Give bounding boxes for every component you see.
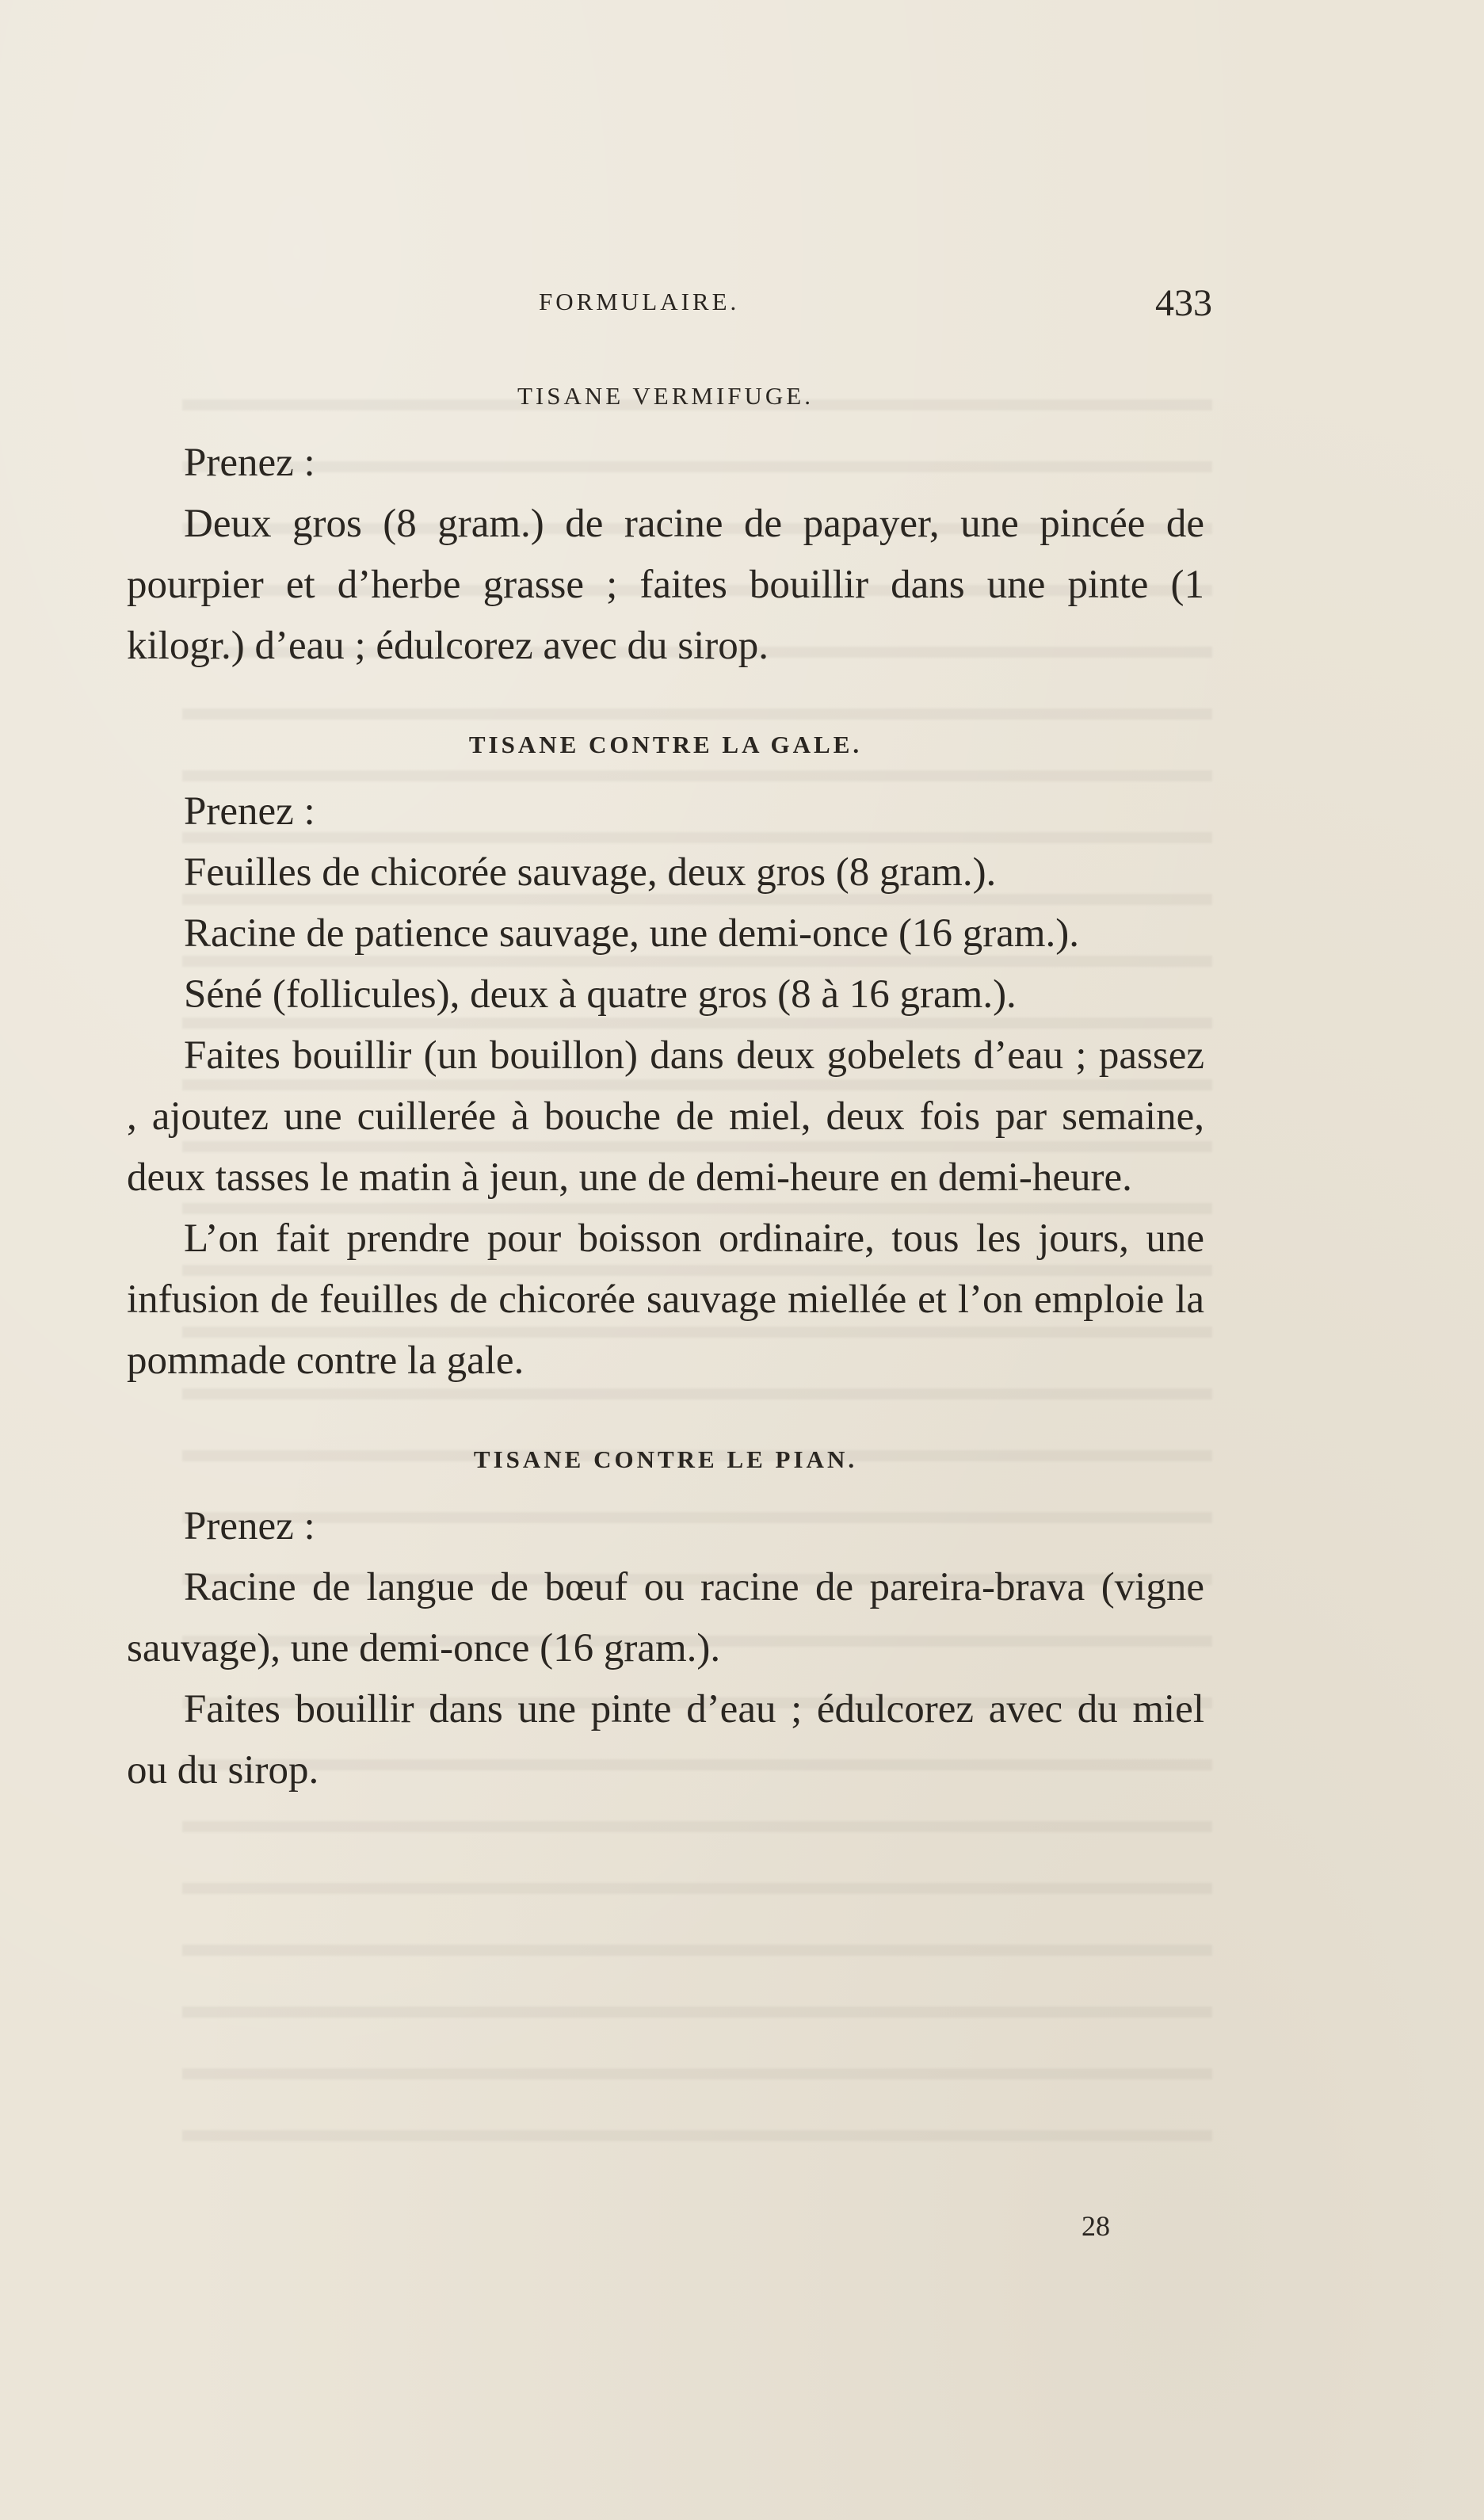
paragraph: Racine de langue de bœuf ou racine de pareira-brava (vigne sauvage), une demi-once (16 gram.). — [127, 1565, 1204, 1670]
section-tisane-contre-la-gale — [127, 721, 1204, 1392]
page-number: 433 — [1155, 282, 1212, 324]
section-title: TISANE CONTRE LA GALE. — [468, 731, 863, 758]
running-title: FORMULAIRE. — [539, 288, 740, 315]
paragraph: Prenez : — [184, 441, 315, 485]
page-header — [127, 281, 1212, 337]
paragraph: Deux gros (8 gram.) de racine de papayer, une pincée de pourpier et d’herbe grasse ; faites bouillir dans une pinte (1 kilogr.) d’eau ; édulcorez avec du sirop. — [127, 502, 1204, 668]
paragraph: Prenez : — [184, 1504, 315, 1548]
paragraph: Faites bouillir (un bouillon) dans deux gobelets d’eau ; passez , ajoutez une cuillerée à bouche de miel, deux fois par semaine, deux tasses le matin à jeun, une de demi-heure en demi-heure. — [127, 1033, 1204, 1200]
page-content — [127, 372, 1204, 1801]
paragraph: Prenez : — [184, 789, 315, 834]
paragraph: L’on fait prendre pour boisson ordinaire, tous les jours, une infusion de feuilles de chicorée sauvage miellée et l’on emploie la pommade contre la gale. — [127, 1216, 1204, 1383]
paragraph: Racine de patience sauvage, une demi-once (16 gram.). — [184, 911, 1079, 956]
paragraph: Faites bouillir dans une pinte d’eau ; édulcorez avec du miel ou du sirop. — [127, 1687, 1204, 1793]
section-tisane-vermifuge — [127, 372, 1204, 677]
section-tisane-contre-le-pian — [127, 1436, 1204, 1801]
section-title: TISANE VERMIFUGE. — [517, 382, 814, 410]
section-title: TISANE CONTRE LE PIAN. — [473, 1445, 858, 1473]
paragraph: Séné (follicules), deux à quatre gros (8 à 16 gram.). — [184, 972, 1017, 1017]
signature-mark: 28 — [1082, 2210, 1110, 2242]
paragraph: Feuilles de chicorée sauvage, deux gros (8 gram.). — [184, 850, 997, 895]
